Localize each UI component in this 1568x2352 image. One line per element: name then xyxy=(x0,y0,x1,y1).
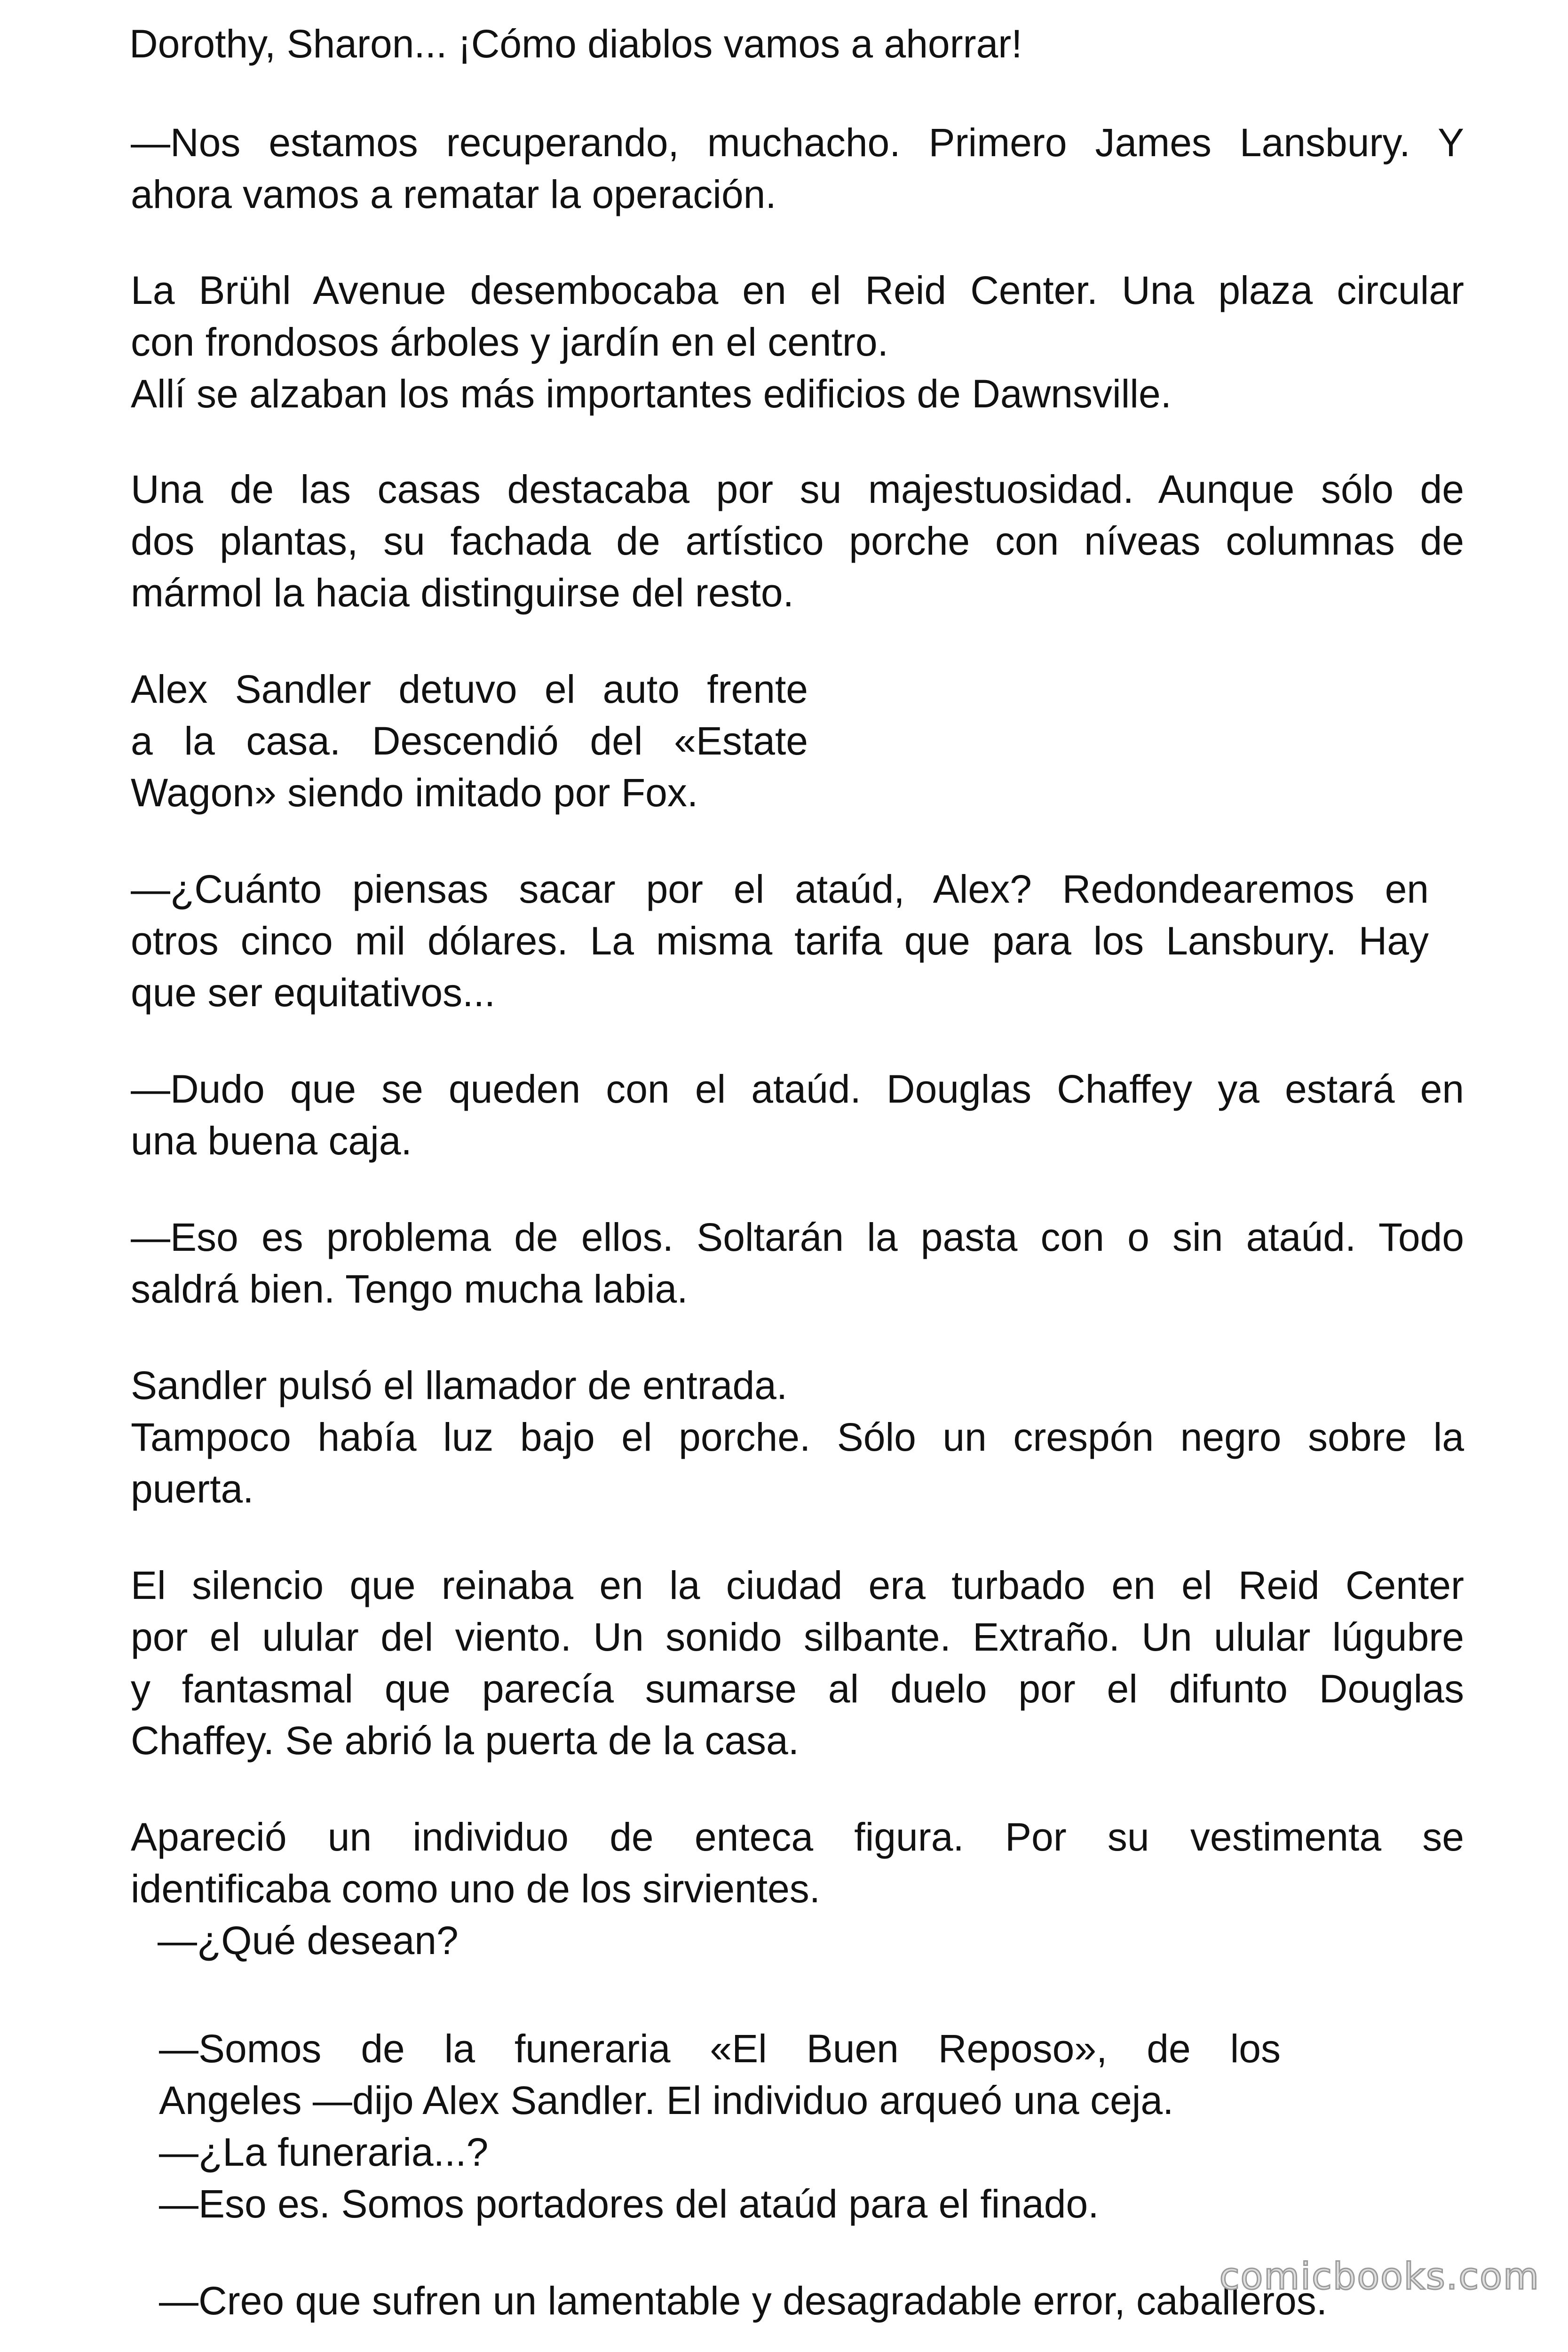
text-line: dos plantas, su fachada de artístico porche con níveas columnas de xyxy=(131,519,1464,563)
text-line: —Eso es problema de ellos. Soltarán la pasta con o sin ataúd. Todo xyxy=(131,1215,1464,1259)
text-line: una buena caja. xyxy=(131,1119,412,1163)
text-line: puerta. xyxy=(131,1467,254,1511)
text-line: ahora vamos a rematar la operación. xyxy=(131,172,776,216)
text-line: Angeles —dijo Alex Sandler. El individuo arqueó una ceja. xyxy=(159,2078,1174,2122)
text-line: —Eso es. Somos portadores del ataúd para el finado. xyxy=(159,2182,1099,2226)
text-line: otros cinco mil dólares. La misma tarifa que para los Lansbury. Hay xyxy=(131,919,1429,963)
text-line: a la casa. Descendió del «Estate xyxy=(131,719,808,763)
text-line: que ser equitativos... xyxy=(131,970,496,1015)
text-line: —Nos estamos recuperando, muchacho. Primero James Lansbury. Y xyxy=(131,120,1464,165)
text-line: Tampoco había luz bajo el porche. Sólo un crespón negro sobre la xyxy=(131,1415,1464,1459)
text-line: Alex Sandler detuvo el auto frente xyxy=(131,667,808,711)
text-line: identificaba como uno de los sirvientes. xyxy=(131,1867,821,1911)
text-line: —Somos de la funeraria «El Buen Reposo», de los xyxy=(159,2026,1281,2071)
text-line: Apareció un individuo de enteca figura. Por su vestimenta se xyxy=(131,1815,1464,1859)
watermark: comicbooks.com xyxy=(1219,2256,1540,2298)
text-line: con frondosos árboles y jardín en el centro. xyxy=(131,320,888,364)
text-line: El silencio que reinaba en la ciudad era turbado en el Reid Center xyxy=(131,1563,1464,1607)
text-line: La Brühl Avenue desembocaba en el Reid Center. Una plaza circular xyxy=(131,268,1464,312)
text-line: —Creo que sufren un lamentable y desagradable error, caballeros. xyxy=(159,2279,1328,2323)
text-line: —Dudo que se queden con el ataúd. Douglas Chaffey ya estará en xyxy=(131,1067,1464,1111)
text-line: mármol la hacia distinguirse del resto. xyxy=(131,571,794,615)
text-line: —¿Qué desean? xyxy=(158,1918,459,1963)
text-line: —¿La funeraria...? xyxy=(159,2130,489,2174)
text-line: Una de las casas destacaba por su majestuosidad. Aunque sólo de xyxy=(131,467,1464,511)
text-line: Allí se alzaban los más importantes edificios de Dawnsville. xyxy=(131,372,1172,416)
text-line: y fantasmal que parecía sumarse al duelo por el difunto Douglas xyxy=(131,1667,1464,1711)
text-line: Wagon» siendo imitado por Fox. xyxy=(131,771,698,815)
text-line: —¿Cuánto piensas sacar por el ataúd, Alex? Redondearemos en xyxy=(131,867,1429,911)
text-line: Dorothy, Sharon... ¡Cómo diablos vamos a ahorrar! xyxy=(129,22,1022,66)
text-line: Sandler pulsó el llamador de entrada. xyxy=(131,1363,788,1407)
text-line: Chaffey. Se abrió la puerta de la casa. xyxy=(131,1718,800,1763)
text-line: saldrá bien. Tengo mucha labia. xyxy=(131,1267,688,1311)
text-line: por el ulular del viento. Un sonido silbante. Extraño. Un ulular lúgubre xyxy=(131,1615,1464,1659)
